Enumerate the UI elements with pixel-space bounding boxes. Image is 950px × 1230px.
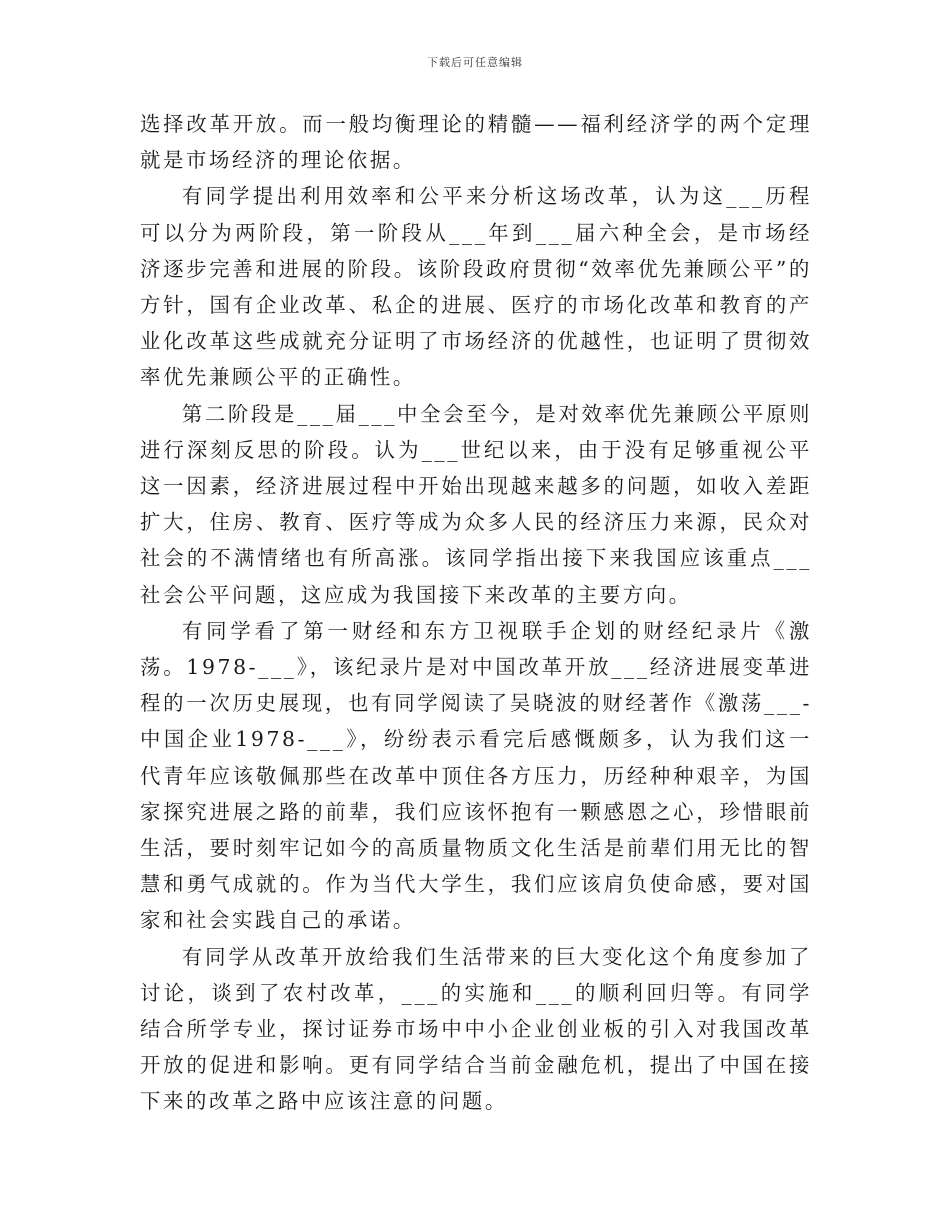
header-note: 下载后可任意编辑: [427, 56, 523, 69]
paragraph-5: 有同学从改革开放给我们生活带来的巨大变化这个角度参加了讨论，谈到了农村改革，___的实施和___的顺利回归等。有同学结合所学专业，探讨证券市场中中小企业创业板的引入对我国改革开放的促进和影响。更有同学结合当前金融危机，提出了中国在接下来的改革之路中应该注意的问题。: [140, 944, 812, 1114]
document-body: [140, 106, 812, 1120]
paragraph-4: 有同学看了第一财经和东方卫视联手企划的财经纪录片《激荡。1978-___》，该纪录片是对中国改革开放___经济进展变革进程的一次历史展现，也有同学阅读了吴晓波的财经著作《激荡___-中国企业1978-___》，纷纷表示看完后感慨颇多，认为我们这一代青年应该敬佩那些在改革中顶住各方压力，历经种种艰辛，为国家探究进展之路的前辈，我们应该怀抱有一颗感恩之心，珍惜眼前生活，要时刻牢记如今的高质量物质文化生活是前辈们用无比的智慧和勇气成就的。作为当代大学生，我们应该肩负使命感，要对国家和社会实践自己的承诺。: [140, 618, 812, 933]
paragraph-3: 第二阶段是___届___中全会至今，是对效率优先兼顾公平原则进行深刻反思的阶段。认为___世纪以来，由于没有足够重视公平这一因素，经济进展过程中开始出现越来越多的问题，如收入差距扩大，住房、教育、医疗等成为众多人民的经济压力来源，民众对社会的不满情绪也有所高涨。该同学指出接下来我国应该重点___社会公平问题，这应成为我国接下来改革的主要方向。: [140, 401, 812, 607]
paragraph-2: 有同学提出利用效率和公平来分析这场改革，认为这___历程可以分为两阶段，第一阶段从___年到___届六种全会，是市场经济逐步完善和进展的阶段。该阶段政府贯彻“效率优先兼顾公平”的方针，国有企业改革、私企的进展、医疗的市场化改革和教育的产业化改革这些成就充分证明了市场经济的优越性，也证明了贯彻效率优先兼顾公平的正确性。: [140, 184, 812, 390]
paragraph-1: 选择改革开放。而一般均衡理论的精髓——福利经济学的两个定理就是市场经济的理论依据。: [140, 112, 812, 173]
